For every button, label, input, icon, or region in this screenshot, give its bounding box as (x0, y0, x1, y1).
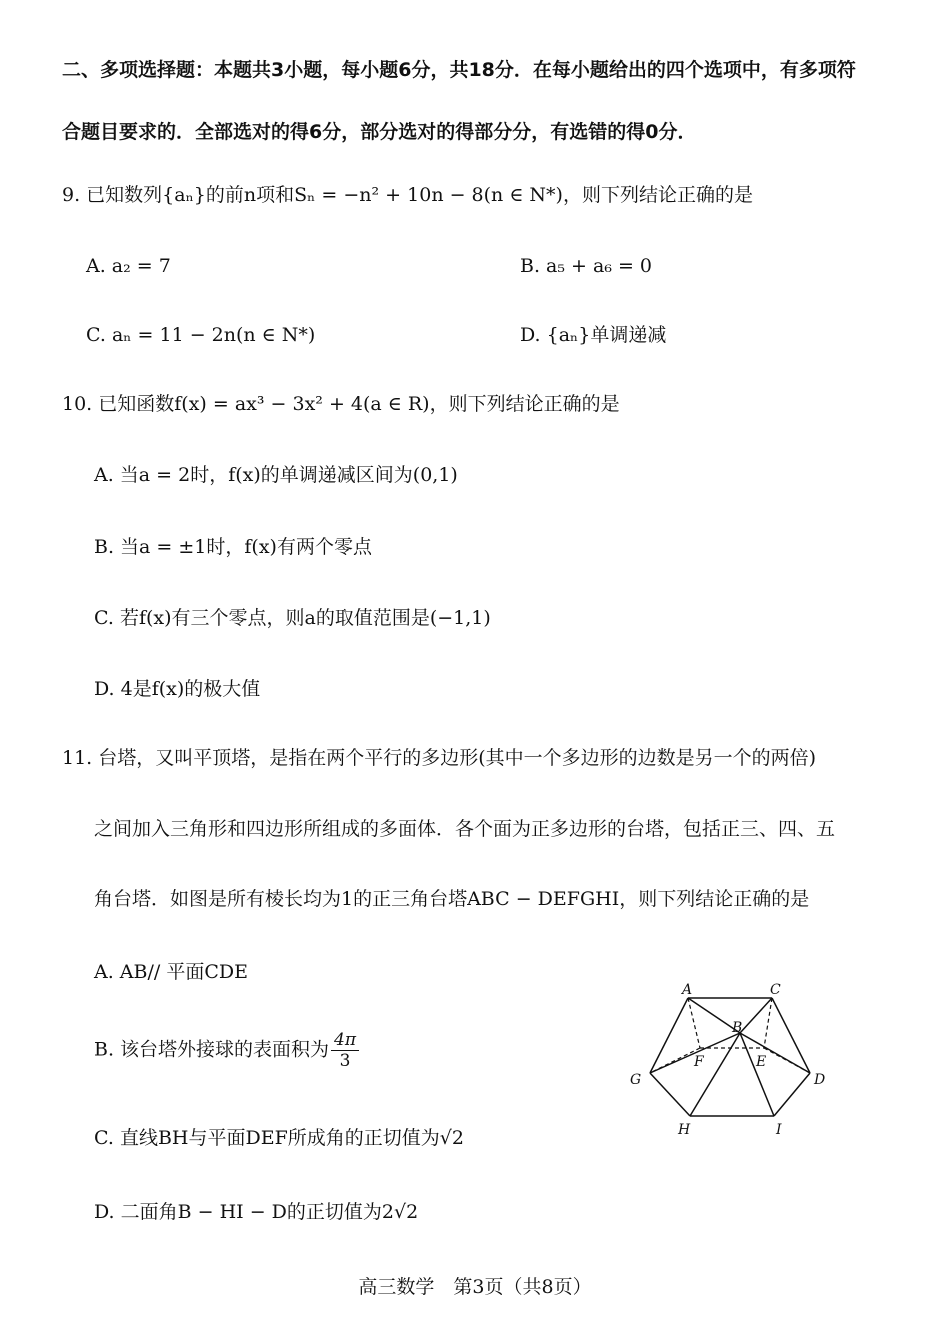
page-footer: 高三数学 第3页（共8页） (358, 1276, 592, 1298)
section-heading-line-1: 二、多项选择题：本题共3小题，每小题6分，共18分．在每小题给出的四个选项中，有多项符 (62, 59, 856, 81)
q10-option-c: C. 若f(x)有三个零点，则a的取值范围是(−1,1) (94, 607, 491, 629)
vertex-label-a: A (682, 982, 693, 998)
q9-option-b: B. a₅ + a₆ = 0 (520, 255, 653, 277)
q10-stem: 10. 已知函数f(x) = ax³ − 3x² + 4(a ∈ R)，则下列结论正确的是 (62, 393, 620, 415)
q11-option-b-text: B. 该台塔外接球的表面积为 (94, 1038, 330, 1061)
vertex-label-f: F (694, 1054, 704, 1070)
q10-option-a: A. 当a = 2时，f(x)的单调递减区间为(0,1) (94, 464, 458, 486)
q9-option-d: D. {aₙ}单调递减 (520, 324, 667, 346)
q10-option-d: D. 4是f(x)的极大值 (94, 678, 261, 700)
q10-option-b: B. 当a = ±1时，f(x)有两个零点 (94, 536, 372, 558)
fraction-4pi-over-3 (331, 1030, 359, 1071)
vertex-label-d: D (814, 1072, 826, 1088)
vertex-label-h: H (678, 1122, 691, 1138)
q11-stem-line-3: 角台塔．如图是所有棱长均为1的正三角台塔ABC − DEFGHI，则下列结论正确的是 (94, 888, 810, 910)
q11-stem-line-1: 11. 台塔，又叫平顶塔，是指在两个平行的多边形(其中一个多边形的边数是另一个的两倍) (62, 747, 817, 769)
q11-stem-line-2: 之间加入三角形和四边形所组成的多面体．各个面为正多边形的台塔，包括正三、四、五 (94, 818, 836, 840)
q11-option-c: C. 直线BH与平面DEF所成角的正切值为√2 (94, 1127, 464, 1149)
vertex-label-c: C (770, 982, 781, 998)
q11-option-b (94, 1030, 359, 1071)
triangular-cupola-figure (620, 978, 850, 1138)
vertex-label-b: B (732, 1020, 743, 1036)
section-heading-line-2: 合题目要求的．全部选对的得6分，部分选对的得部分分，有选错的得0分． (62, 121, 697, 143)
q9-option-c: C. aₙ = 11 − 2n(n ∈ N*) (86, 324, 316, 346)
fraction-numerator: 4π (331, 1030, 359, 1051)
q11-option-a: A. AB// 平面CDE (94, 961, 248, 983)
vertex-label-e: E (756, 1054, 767, 1070)
q9-stem: 9. 已知数列{aₙ}的前n项和Sₙ = −n² + 10n − 8(n ∈ N*)，则下列结论正确的是 (62, 184, 753, 206)
fraction-denominator: 3 (339, 1051, 351, 1071)
vertex-label-i: I (776, 1122, 782, 1138)
q9-option-a: A. a₂ = 7 (86, 255, 171, 277)
q11-option-d: D. 二面角B − HI − D的正切值为2√2 (94, 1201, 419, 1223)
vertex-label-g: G (630, 1072, 642, 1088)
